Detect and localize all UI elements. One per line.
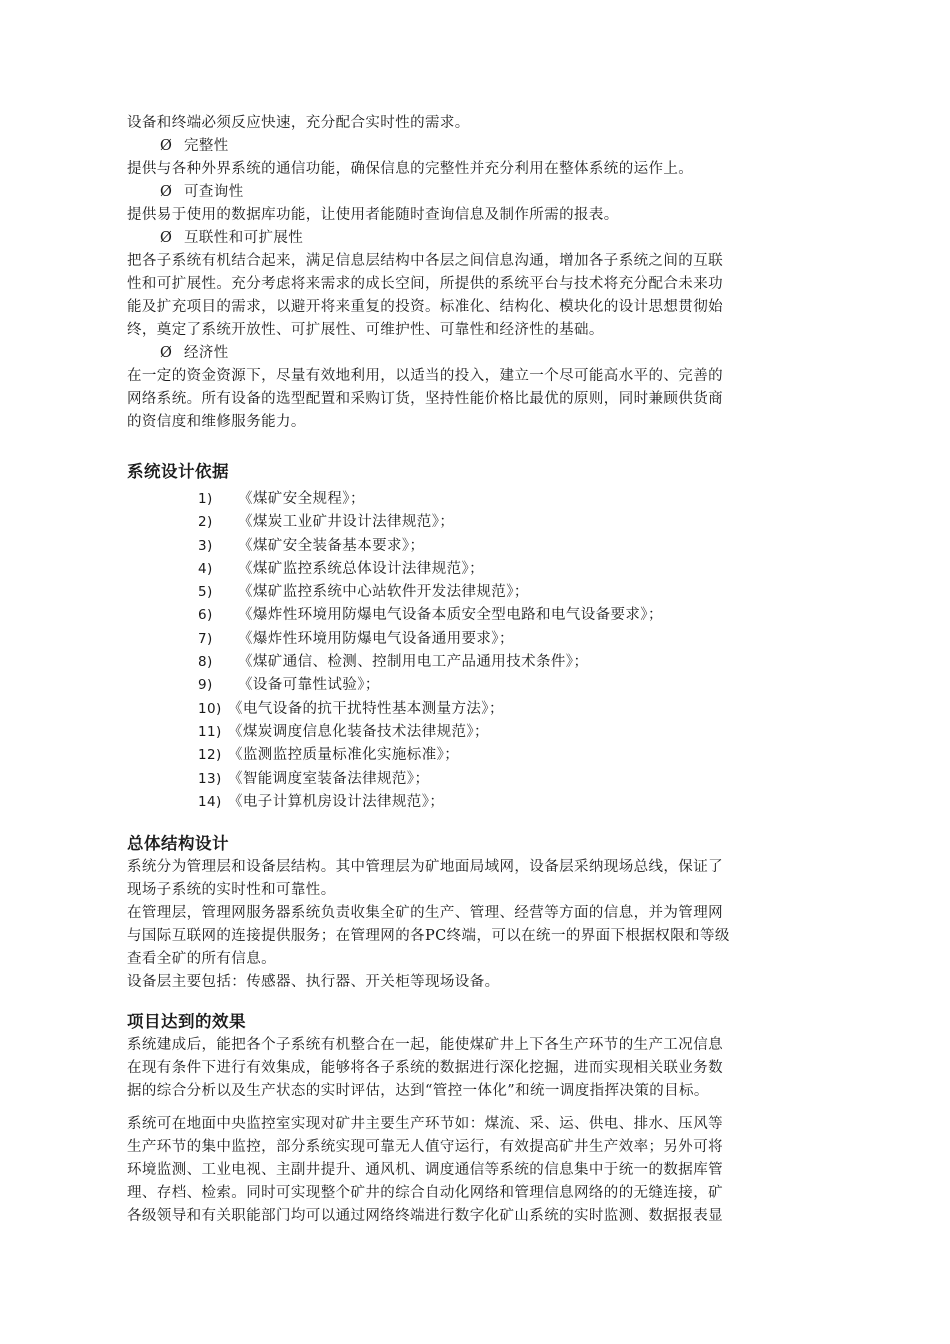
list-item <box>127 651 837 674</box>
list-item <box>127 628 837 651</box>
list-text: 《煤矿通信、检测、控制用电工产品通用技术条件》； <box>238 654 589 671</box>
body-line: 据的综合分析以及生产状态的实时评估，达到“管控一体化”和统一调度指挥决策的目标。 <box>127 1083 709 1100</box>
body-line: 系统可在地面中央监控室实现对矿井主要生产环节如：煤流、采、运、供电、排水、压风等 <box>127 1116 723 1133</box>
list-item <box>127 511 837 534</box>
list-item <box>127 744 837 767</box>
bullet-symbol-icon: Ø <box>160 184 173 200</box>
list-text: 《电气设备的抗干扰特性基本测量方法》； <box>228 700 504 717</box>
body-line: 现场子系统的实时性和可靠性。 <box>127 882 336 899</box>
list-text: 《煤炭调度信息化装备技术法律规范》； <box>228 723 489 740</box>
list-number: 14) <box>198 793 222 810</box>
body-line: 提供与各种外界系统的通信功能，确保信息的完整性并充分利用在整体系统的运作上。 <box>127 161 694 177</box>
feature-heading-queryable <box>127 181 837 204</box>
list-text: 《煤矿监控系统中心站软件开发法律规范》； <box>238 584 529 601</box>
list-number: 8) <box>198 654 213 671</box>
body-line: 网络系统。所有设备的选型配置和采购订货，坚持性能价格比最优的原则，同时兼顾供货商 <box>127 391 723 407</box>
body-line: 性和可扩展性。充分考虑将来需求的成长空间，所提供的系统平台与技术将充分配合未来功 <box>127 276 723 292</box>
feature-heading-integrity <box>127 135 837 158</box>
list-item <box>127 768 837 791</box>
list-item <box>127 604 837 627</box>
feature-title: 完整性 <box>184 138 229 154</box>
list-item <box>127 791 837 814</box>
list-text: 《煤炭工业矿井设计法律规范》； <box>238 514 455 531</box>
bullet-symbol-icon: Ø <box>160 138 173 154</box>
list-number: 2) <box>198 514 213 531</box>
list-number: 12) <box>198 747 222 764</box>
list-item <box>127 558 837 581</box>
list-number: 13) <box>198 770 222 787</box>
body-line: 在现有条件下进行有效集成，能够将各子系统的数据进行深化挖掘，进而实现相关联业务数 <box>127 1060 723 1077</box>
list-number: 9) <box>198 677 213 694</box>
section-heading-design-basis: 系统设计依据 <box>127 462 229 481</box>
list-text: 《爆炸性环境用防爆电气设备通用要求》； <box>238 630 514 647</box>
body-line: 生产环节的集中监控，部分系统实现可靠无人值守运行，有效提高矿井生产效率；另外可将 <box>127 1139 723 1156</box>
feature-heading-economy <box>127 342 837 365</box>
list-text: 《煤矿安全规程》； <box>238 491 365 507</box>
feature-title: 经济性 <box>184 345 229 361</box>
body-line: 终，奠定了系统开放性、可扩展性、可维护性、可靠性和经济性的基础。 <box>127 322 604 338</box>
list-number: 7) <box>198 630 213 647</box>
body-line: 在管理层，管理网服务器系统负责收集全矿的生产、管理、经营等方面的信息，并为管理网 <box>127 905 723 922</box>
body-line: 环境监测、工业电视、主副井提升、通风机、调度通信等系统的信息集中于统一的数据库管 <box>127 1162 723 1179</box>
document-content <box>127 112 837 1228</box>
list-item <box>127 674 837 697</box>
list-text: 《爆炸性环境用防爆电气设备本质安全型电路和电气设备要求》； <box>238 607 663 624</box>
section-heading-project-effect: 项目达到的效果 <box>127 1012 246 1032</box>
feature-heading-extensibility <box>127 227 837 250</box>
body-line: 系统建成后，能把各个子系统有机整合在一起，能使煤矿井上下各生产环节的生产工况信息 <box>127 1037 723 1054</box>
bullet-symbol-icon: Ø <box>160 345 173 361</box>
body-line: 能及扩充项目的需求，以避开将来重复的投资。标准化、结构化、模块化的设计思想贯彻始 <box>127 299 723 315</box>
body-line: 与国际互联网的连接提供服务；在管理网的各PC终端，可以在统一的界面下根据权限和等级 <box>127 928 730 945</box>
body-line: 在一定的资金资源下，尽量有效地利用，以适当的投入，建立一个尽可能高水平的、完善的 <box>127 368 723 384</box>
section-heading-overall-structure: 总体结构设计 <box>127 834 229 854</box>
body-line: 设备和终端必须反应快速，充分配合实时性的需求。 <box>127 115 470 131</box>
list-item <box>127 698 837 721</box>
body-line: 的资信度和维修服务能力。 <box>127 414 306 430</box>
body-line: 各级领导和有关职能部门均可以通过网络终端进行数字化矿山系统的实时监测、数据报表显 <box>127 1208 723 1225</box>
design-basis-list <box>127 488 837 814</box>
list-item <box>127 535 837 558</box>
list-text: 《电子计算机房设计法律规范》； <box>228 793 445 810</box>
list-text: 《煤矿安全装备基本要求》； <box>238 537 425 554</box>
feature-title: 互联性和可扩展性 <box>184 230 304 246</box>
list-number: 1) <box>198 491 213 507</box>
list-text: 《监测监控质量标准化实施标准》； <box>228 747 460 764</box>
list-item <box>127 721 837 744</box>
list-text: 《煤矿监控系统总体设计法律规范》； <box>238 560 485 577</box>
body-line: 系统分为管理层和设备层结构。其中管理层为矿地面局域网，设备层采纳现场总线，保证了 <box>127 859 723 876</box>
list-number: 6) <box>198 607 213 624</box>
list-number: 3) <box>198 537 213 554</box>
body-line: 理、存档、检索。同时可实现整个矿井的综合自动化网络和管理信息网络的的无缝连接，矿 <box>127 1185 723 1202</box>
list-number: 4) <box>198 560 213 577</box>
body-line: 查看全矿的所有信息。 <box>127 951 276 968</box>
list-number: 10) <box>198 700 222 717</box>
body-line: 提供易于使用的数据库功能，让使用者能随时查询信息及制作所需的报表。 <box>127 207 619 223</box>
list-text: 《设备可靠性试验》； <box>238 677 380 694</box>
list-number: 5) <box>198 584 213 601</box>
body-line: 设备层主要包括：传感器、执行器、开关柜等现场设备。 <box>127 974 500 991</box>
bullet-symbol-icon: Ø <box>160 230 173 246</box>
list-item <box>127 488 837 511</box>
list-item <box>127 581 837 604</box>
feature-title: 可查询性 <box>184 184 244 200</box>
list-text: 《智能调度室装备法律规范》； <box>228 770 430 787</box>
list-number: 11) <box>198 723 222 740</box>
body-line: 把各子系统有机结合起来，满足信息层结构中各层之间信息沟通，增加各子系统之间的互联 <box>127 253 723 269</box>
